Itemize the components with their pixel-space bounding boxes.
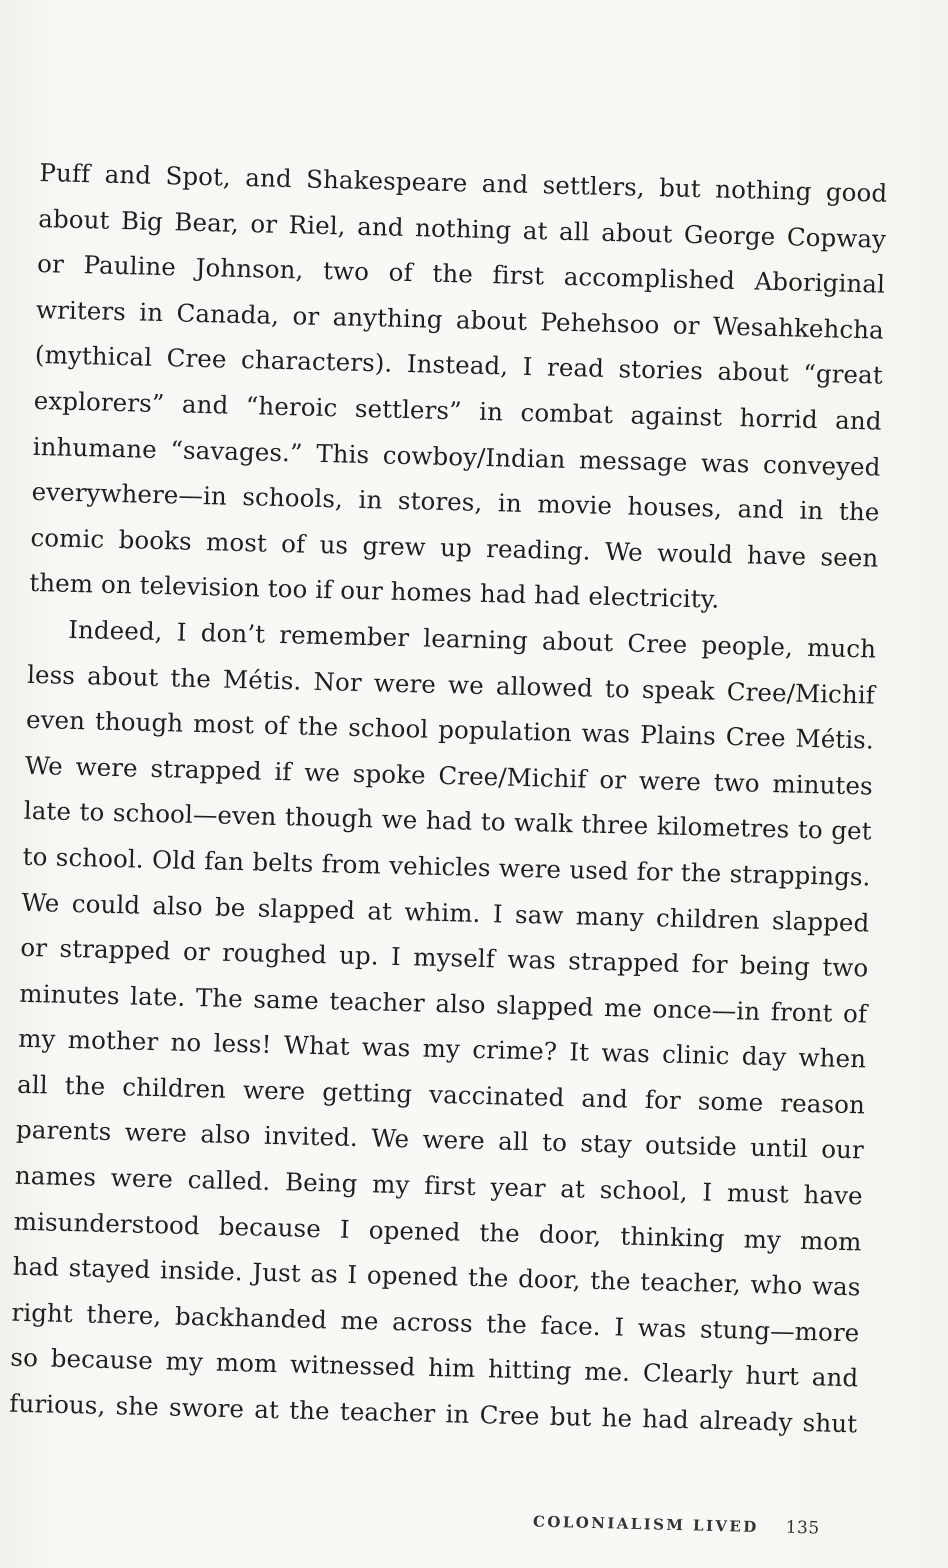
text-line: Puff and Spot, and Shakespeare and settlers, but nothing good [39,157,888,208]
paragraph-2 [9,606,877,1447]
text-line: parents were also invited. We were all to stay outside until our [15,1115,865,1165]
text-line: minutes late. The same teacher also slapped me once—in front of [19,978,868,1029]
text-line: explorers” and “heroic settlers” in combat against horrid and [33,385,882,436]
text-line: writers in Canada, or anything about Pehehsoo or Wesahkehcha [35,294,885,345]
text-line: names were called. Being my first year at school, I must have [14,1160,864,1211]
text-line: all the children were getting vaccinated and for some reason [16,1069,866,1120]
text-line: to school. Old fan belts from vehicles were used for the strappings. [22,841,871,892]
text-line: them on television too if our homes had had electricity. [29,568,720,615]
paragraph-1 [29,150,888,627]
text-line: less about the Métis. Nor were we allowed to speak Cree/Michif [26,659,876,710]
text-line: everywhere—in schools, in stores, in movie houses, and in the [31,477,880,527]
text-line: my mother no less! What was my crime? It was clinic day when [17,1024,867,1074]
page-number: 135 [785,1517,821,1539]
text-line: so because my mom witnessed him hitting me. Clearly hurt and [10,1343,859,1393]
running-head: COLONIALISM LIVED [533,1512,760,1537]
text-line: furious, she swore at the teacher in Cree but he had already shut [9,1388,858,1439]
text-line: misunderstood because I opened the door, thinking my mom [13,1206,862,1257]
text-line: inhumane “savages.” This cowboy/Indian message was conveyed [32,431,881,482]
text-line: or strapped or roughed up. I myself was strapped for being two [20,932,869,983]
text-line: (mythical Cree characters). Instead, I read stories about “great [34,340,884,391]
text-line: right there, backhanded me across the face. I was stung—more [11,1297,860,1348]
text-line: or Pauline Johnson, two of the first accomplished Aboriginal [36,249,886,299]
text-line: even though most of the school population was Plains Cree Métis. [25,704,875,755]
text-line: had stayed inside. Just as I opened the door, the teacher, who was [12,1251,861,1302]
text-line: late to school—even though we had to walk three kilometres to get [23,796,872,846]
text-line: about Big Bear, or Riel, and nothing at all about George Copway [37,203,887,254]
page-footer [533,1512,820,1539]
text-line: We were strapped if we spoke Cree/Michif or were two minutes [24,750,874,801]
text-line: comic books most of us grew up reading. We would have seen [30,522,879,573]
text-line: Indeed, I don’t remember learning about Cree people, much [67,614,877,664]
body-text [9,150,888,1447]
text-line: We could also be slapped at whim. I saw many children slapped [21,887,870,937]
